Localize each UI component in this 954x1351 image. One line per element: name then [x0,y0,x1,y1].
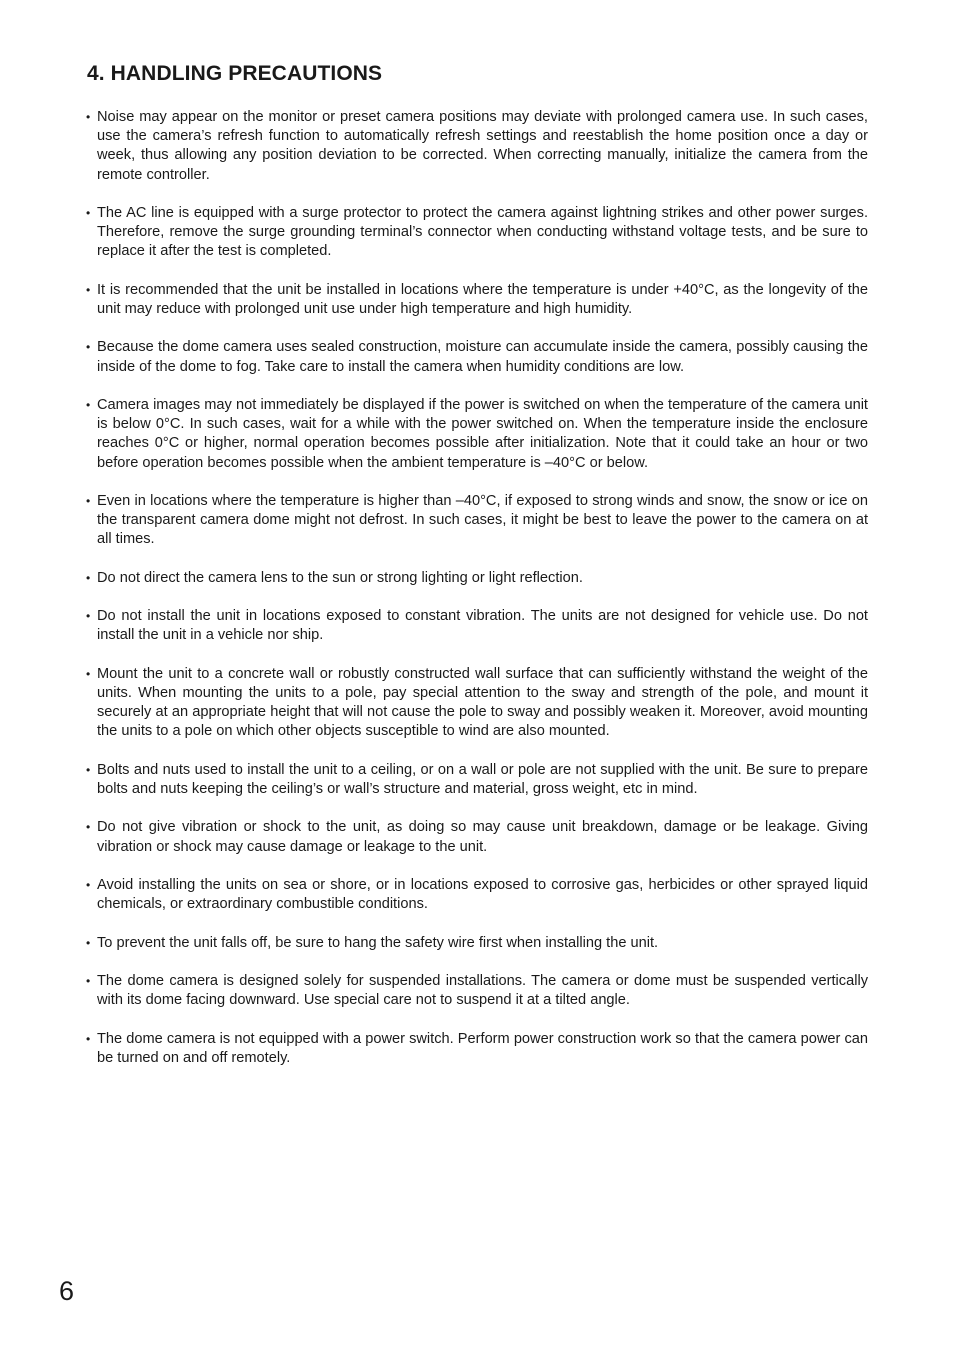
bullet-icon: • [86,570,91,585]
precaution-text: Avoid installing the units on sea or shore, or in locations exposed to corrosive gas, herbicides or other sprayed liquid chemicals, or extraordinary combustible conditions. [97,876,868,913]
precaution-item [86,492,868,550]
precaution-text: Do not give vibration or shock to the unit, as doing so may cause unit breakdown, damage or be leakage. Giving vibration or shock may cause damage or leakage to the unit. [97,819,868,855]
bullet-icon: • [86,340,91,355]
bullet-icon: • [86,973,91,988]
precaution-text: To prevent the unit falls off, be sure to hang the safety wire first when installing the unit. [97,934,659,951]
bullet-icon: • [86,1031,91,1046]
precaution-item [86,665,868,742]
bullet-icon: • [86,877,91,892]
precaution-text: The dome camera is designed solely for suspended installations. The camera or dome must be suspended vertically with its dome facing downward. Use special care not to suspend it at a tilted angle. [97,972,868,1009]
bullet-icon: • [86,609,91,624]
precaution-item [86,281,868,319]
bullet-icon: • [86,206,91,220]
page-number: 6 [59,1276,75,1306]
precaution-text: Because the dome camera uses sealed construction, moisture can accumulate inside the camera, possibly causing the inside of the dome to fog. Take care to install the camera when humidity conditions are low. [97,339,868,375]
precaution-text: Noise may appear on the monitor or preset camera positions may deviate with prolonged camera use. In such cases, use the camera’s refresh function to automatically refresh settings and reestablish the home position once a day or week, thus allowing any position deviation to be corrected. When correcting manually, initialize the camera from the remote controller. [97,109,868,183]
precaution-text: Do not install the unit in locations exposed to constant vibration. The units are not designed for vehicle use. Do not install the unit in a vehicle nor ship. [97,608,868,644]
bullet-icon: • [86,820,91,835]
precaution-item [86,1030,868,1068]
precaution-item [86,934,868,953]
bullet-icon: • [86,762,91,777]
precaution-text: Bolts and nuts used to install the unit to a ceiling, or on a wall or pole are not supplied with the unit. Be sure to prepare bolts and nuts keeping the ceiling’s or wall’s structure and material, gross weight, etc in mind. [97,761,868,797]
bullet-icon: • [86,493,91,508]
precaution-text: The AC line is equipped with a surge protector to protect the camera against lightning strikes and other power surges. Therefore, remove the surge grounding terminal’s connector when conducting withstand voltage tests, and be sure to replace it after the test is completed. [97,205,868,260]
precaution-item [86,876,868,914]
precaution-item [86,818,868,856]
precaution-item [86,396,868,473]
precaution-item [86,204,868,262]
bullet-icon: • [86,110,91,124]
precaution-item [86,761,868,799]
bullet-icon: • [86,282,91,297]
precaution-item [86,108,868,185]
precautions-list [86,108,868,1087]
precaution-text: Do not direct the camera lens to the sun or strong lighting or light reflection. [97,569,583,586]
precaution-text: Mount the unit to a concrete wall or robustly constructed wall surface that can sufficiently withstand the weight of the units. When mounting the units to a pole, pay special attention to the sway and strength of the pole, and mount it securely at an appropriate height that will not cause the pole to sway and possibly weaken it. Moreover, avoid mounting the units to a pole on which other objects susceptible to wind are also mounted. [97,665,868,740]
precaution-text: Camera images may not immediately be displayed if the power is switched on when the temperature of the camera unit is below 0°C. In such cases, wait for a while with the power switched on. When the temperature inside the enclosure reaches 0°C or higher, normal operation becomes possible after initialization. Note that it could take an hour or two before operation becomes possible when the ambient temperature is –40°C or below. [97,396,868,471]
precaution-item [86,569,868,588]
page-title: 4. HANDLING PRECAUTIONS [87,62,383,85]
precaution-text: The dome camera is not equipped with a power switch. Perform power construction work so that the camera power can be turned on and off remotely. [97,1030,868,1066]
precaution-item [86,607,868,645]
bullet-icon: • [86,666,91,681]
precaution-text: It is recommended that the unit be installed in locations where the temperature is under +40°C, as the longevity of the unit may reduce with prolonged unit use under high temperature and high humidity. [97,281,868,317]
precaution-item [86,338,868,376]
bullet-icon: • [86,935,91,950]
precaution-text: Even in locations where the temperature is higher than –40°C, if exposed to strong winds and snow, the snow or ice on the transparent camera dome might not defrost. In such cases, it might be best to leave the power to the camera on at all times. [97,492,868,548]
precaution-item [86,972,868,1010]
bullet-icon: • [86,397,91,412]
